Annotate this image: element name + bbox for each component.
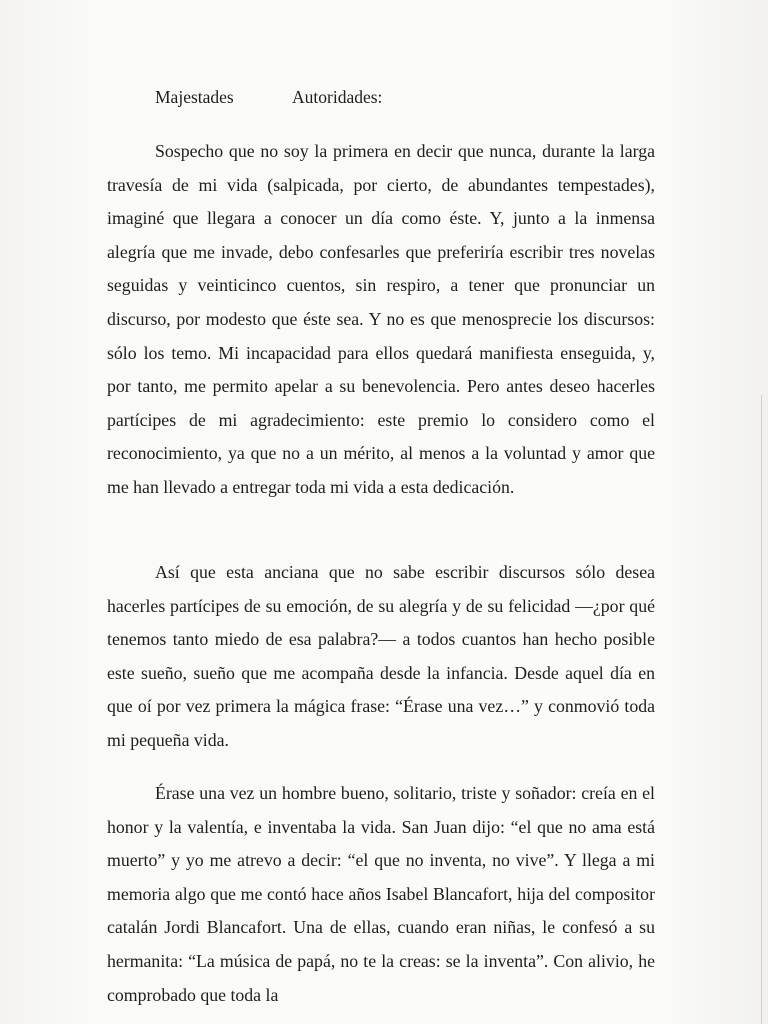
paragraph-1: Sospecho que no soy la primera en decir que nunca, durante la larga travesía de mi vida (salpicada, por cierto, de abundantes tempestades), imaginé que llegara a conocer un día como éste. Y, junto a la inmensa alegría que me invade, debo confesarles que preferiría escribir tres novelas seguidas y veinticinco cuentos, sin respiro, a tener que pronunciar un discurso, por modesto que éste sea. Y no es que menosprecie los discursos: sólo los temo. Mi incapacidad para ellos quedará manifiesta enseguida, y, por tanto, me permito apelar a su benevolencia. Pero antes deseo hacerles partícipes de mi agradecimiento: este premio lo considero como el reconocimiento, ya que no a un mérito, al menos a la voluntad y amor que me han llevado a entregar toda mi vida a esta dedicación. bbox=[107, 141, 655, 497]
greeting-majestades: Majestades bbox=[155, 87, 234, 107]
paragraph-2: Así que esta anciana que no sabe escribir discursos sólo desea hacerles partícipes de su emoción, de su alegría y de su felicidad —¿por qué tenemos tanto miedo de esa palabra?— a todos cuantos han hecho posible este sueño, sueño que me acompaña desde la infancia. Desde aquel día en que oí por vez primera la mágica frase: “Érase una vez…” y conmovió toda mi pequeña vida. bbox=[107, 562, 655, 750]
greeting-autoridades: Autoridades: bbox=[292, 87, 383, 107]
page-edge-line bbox=[761, 395, 762, 1024]
paragraph-3: Érase una vez un hombre bueno, solitario, triste y soñador: creía en el honor y la valentía, e inventaba la vida. San Juan dijo: “el que no ama está muerto” y yo me atrevo a decir: “el que no inventa, no vive”. Y llega a mi memoria algo que me contó hace años Isabel Blancafort, hija del compositor catalán Jordi Blancafort. Una de ellas, cuando eran niñas, le confesó a su hermanita: “La música de papá, no te la creas: se la inventa”. Con alivio, he comprobado que toda la bbox=[107, 783, 655, 1005]
speech-greeting bbox=[155, 86, 383, 108]
